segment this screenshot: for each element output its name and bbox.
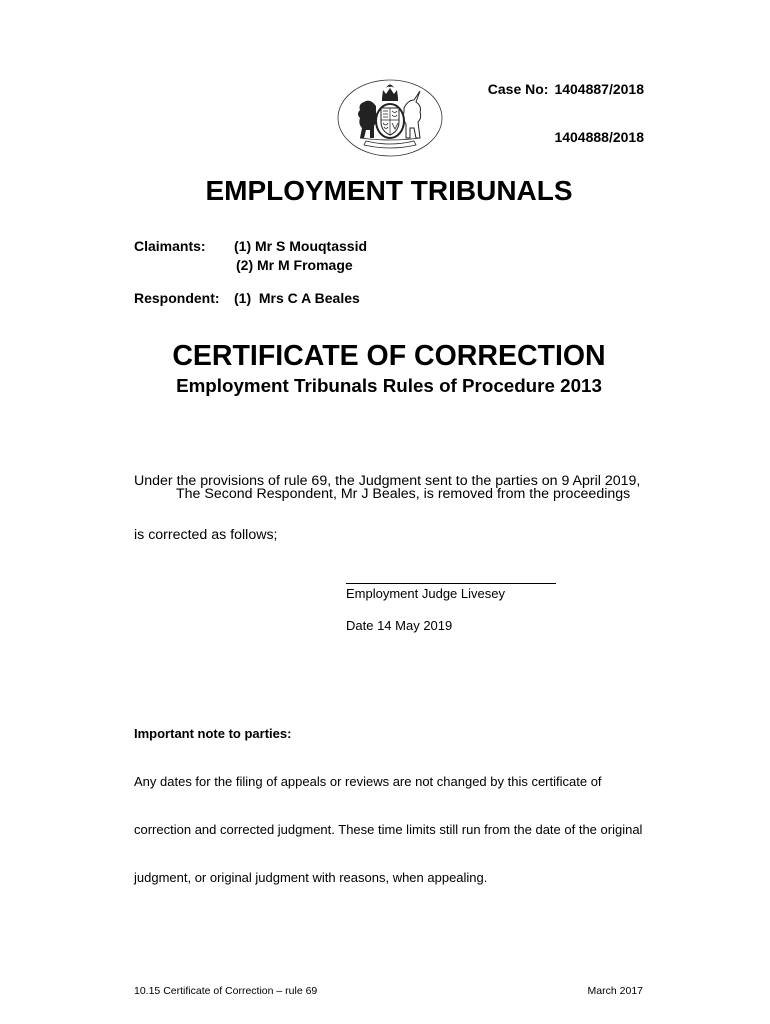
shield [381, 108, 399, 135]
note-heading: Important note to parties: [134, 726, 292, 741]
tribunal-heading: EMPLOYMENT TRIBUNALS [205, 175, 573, 206]
unicorn-supporter [403, 91, 420, 138]
claimant-name: (1) Mr S Mouqtassid [234, 238, 368, 254]
respondent-label: Respondent: [134, 290, 220, 306]
certificate-title: CERTIFICATE OF CORRECTION [172, 340, 606, 372]
note-line: judgment, or original judgment with reasons, when appealing. [134, 870, 488, 885]
case-number: 1404887/2018 [554, 81, 644, 97]
case-number-label: Case No: [487, 81, 549, 97]
body-line: is corrected as follows; [134, 527, 278, 543]
body-line: Under the provisions of rule 69, the Judgment sent to the parties on 9 April 2019, [134, 473, 641, 489]
royal-coat-of-arms-icon [336, 78, 444, 158]
correction-statement: The Second Respondent, Mr J Beales, is removed from the proceedings [176, 486, 631, 502]
lion-supporter [358, 101, 377, 138]
footer-version-date: March 2017 [587, 985, 643, 997]
certificate-subtitle: Employment Tribunals Rules of Procedure 2013 [176, 375, 602, 396]
footer-form-reference: 10.15 Certificate of Correction – rule 69 [134, 985, 318, 997]
case-number-block [488, 49, 644, 177]
coat-of-arms-drawing [336, 78, 444, 158]
note-line: correction and corrected judgment. These time limits still run from the date of the original [134, 822, 643, 837]
claimant-name: (2) Mr M Fromage [236, 257, 353, 273]
correction-intro [134, 436, 640, 580]
crest-crown [382, 85, 398, 102]
case-number-line [488, 81, 644, 97]
motto-scroll [364, 141, 416, 148]
signature-line [346, 583, 556, 584]
case-number-line [488, 129, 644, 145]
claimants-label: Claimants: [134, 238, 206, 254]
signature-date: Date 14 May 2019 [346, 618, 453, 633]
case-number: 1404888/2018 [554, 129, 644, 145]
important-note [134, 694, 642, 918]
judge-name: Employment Judge Livesey [346, 586, 505, 601]
respondent-name: (1) Mrs C A Beales [234, 290, 360, 306]
note-line: Any dates for the filing of appeals or reviews are not changed by this certificate of [134, 774, 602, 789]
